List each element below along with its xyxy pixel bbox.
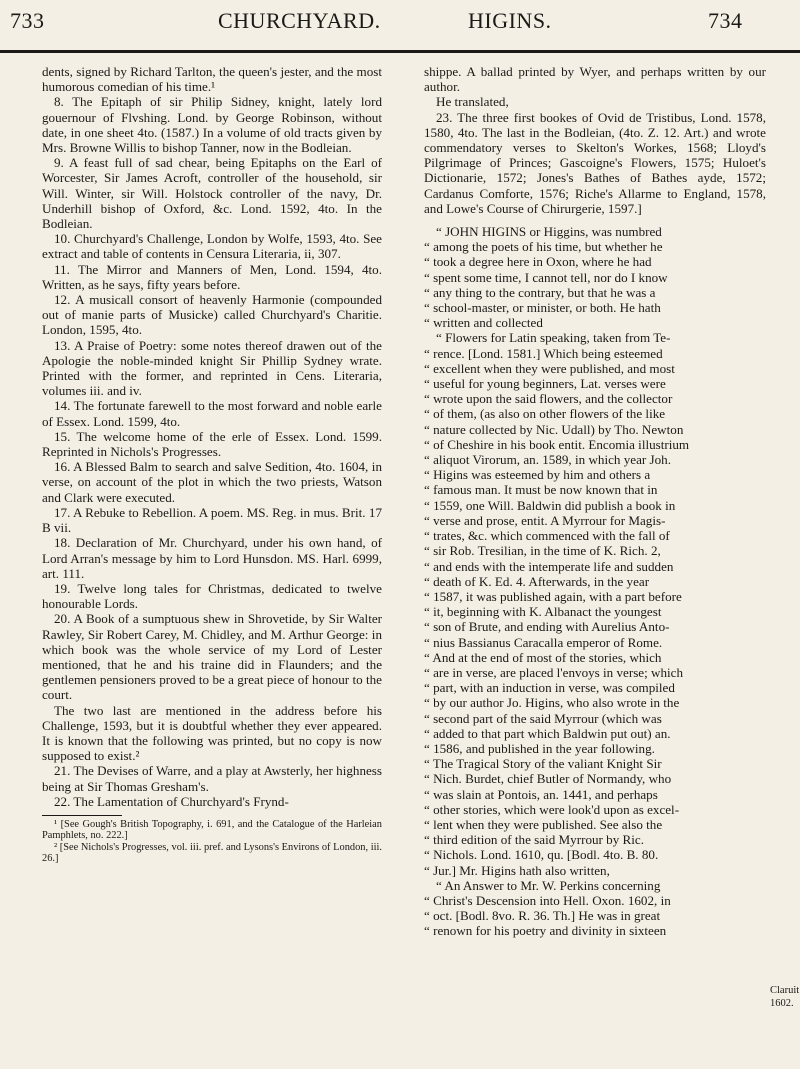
paragraph: 20. A Book of a sumptuous shew in Shrovetide, by Sir Walter Rawley, Sir Robert Carey, M. Chidley, and M. Arthur George: in which book was the whole service of my Lord of Lester mentioned, that he and his traine did in Flaunders; and the gentlemen pensioners proved to be a great piece of honour to the court.: [42, 611, 382, 703]
margin-note-line: Claruit: [770, 985, 800, 996]
paragraph: 15. The welcome home of the erle of Essex. Lond. 1599. Reprinted in Nichols's Progresses.: [42, 428, 382, 460]
quote-line: “ The Tragical Story of the valiant Knight Sir: [424, 756, 662, 772]
quote-line: “ written and collected: [424, 315, 543, 331]
quote-line: “ An Answer to Mr. W. Perkins concerning: [436, 877, 661, 893]
page-header: [0, 0, 800, 60]
paragraph: 12. A musicall consort of heavenly Harmonie (compounded out of manie parts of Musicke) called Churchyard's Charitie. London, 1595, 4to.: [42, 292, 382, 338]
quote-line: “ Higins was esteemed by him and others a: [424, 467, 651, 483]
paragraph: shippe. A ballad printed by Wyer, and perhaps written by our author.: [424, 64, 766, 95]
quote-line: “ third edition of the said Myrrour by Ric.: [424, 832, 645, 848]
paragraph: 21. The Devises of Warre, and a play at Awsterly, her highness being at Sir Thomas Gresham's.: [42, 763, 382, 794]
quote-line: “ oct. [Bodl. 8vo. R. 36. Th.] He was in great: [424, 908, 661, 924]
quote-line: “ other stories, which were look'd upon as excel-: [424, 801, 680, 817]
paragraph: He translated,: [436, 94, 509, 110]
paragraph: 22. The Lamentation of Churchyard's Frynd-: [54, 793, 289, 809]
left-page-number: 733: [10, 8, 45, 33]
quote-line: “ wrote upon the said flowers, and the collector: [424, 391, 673, 407]
quote-line: “ of them, (as also on other flowers of the like: [424, 406, 666, 422]
footnote: ¹ [See Gough's British Topography, i. 691, and the Catalogue of the Harleian Pamphlets, no. 222.]: [42, 818, 382, 842]
quote-line: “ death of K. Ed. 4. Afterwards, in the year: [424, 573, 650, 589]
quote-line: “ lent when they were published. See also the: [424, 816, 663, 832]
footnote: ² [See Nichols's Progresses, vol. iii. pref. and Lysons's Environs of London, iii. 26.]: [42, 841, 382, 865]
quote-line: “ useful for young beginners, Lat. verses were: [424, 376, 666, 392]
quote-line: “ Flowers for Latin speaking, taken from Te-: [436, 330, 671, 346]
quote-line: “ And at the end of most of the stories, which: [424, 649, 662, 665]
quote-line: “ JOHN HIGINS or Higgins, was numbred: [436, 224, 662, 240]
margin-note: [770, 984, 800, 1010]
quote-line: “ nature collected by Nic. Udall) by Tho. Newton: [424, 421, 684, 437]
paragraph: 13. A Praise of Poetry: some notes thereof drawen out of the Apologie the noble-minded knight Sir Phillip Sydney wrate. Printed with the former, and reprinted in Cens. Literaria, volumes iii. and iv.: [42, 337, 382, 399]
right-page-number: 734: [708, 8, 743, 33]
paragraph: 10. Churchyard's Challenge, London by Wolfe, 1593, 4to. See extract and table of contents in Censura Literaria, ii, 307.: [42, 231, 382, 262]
paragraph: 16. A Blessed Balm to search and salve Sedition, 4to. 1604, in verse, on account of the plot in which the two priests, Watson and Clark were executed.: [42, 459, 382, 505]
quote-line: “ and ends with the intemperate life and sudden: [424, 558, 674, 574]
quote-line: “ are in verse, are placed l'envoys in verse; which: [424, 664, 684, 680]
quote-line: “ aliquot Virorum, an. 1589, in which year Joh.: [424, 452, 671, 468]
paragraph: 11. The Mirror and Manners of Men, Lond. 1594, 4to. Written, as he says, fifty years before.: [42, 261, 382, 292]
quote-line: “ excellent when they were published, and most: [424, 360, 675, 376]
quote-line: “ added to that part which Baldwin put out) an.: [424, 725, 671, 741]
right-running-title: HIGINS.: [468, 8, 552, 33]
paragraph: dents, signed by Richard Tarlton, the queen's jester, and the most humorous comedian of his time.¹: [42, 64, 382, 95]
paragraph: 9. A feast full of sad chear, being Epitaphs on the Earl of Worcester, Sir James Acroft, controller of the household, sir Will. Winter, sir Will. Holstock controller of the navy, Dr. Underhill bishop of Oxford, &c. Lond. 1592, 4to. In the Bodleian.: [42, 155, 382, 232]
paragraph: 23. The three first bookes of Ovid de Tristibus, Lond. 1578, 1580, 4to. The last in the Bodleian, (4to. Z. 12. Art.) and wrote commendatory verses to Skelton's Workes, 1568; Lloyd's Pilgrimage of Princes; Gascoigne's Flowers, 1575; Huloet's Dictionarie, 1572; Jones's Bathes of Bathes ayde, 1572; Cardanus Comforte, 1576; Riche's Allarme to England, 1578, and Lowe's Course of Chirurgerie, 1597.]: [424, 109, 766, 216]
quote-line: “ among the poets of his time, but whether he: [424, 239, 663, 255]
paragraph: 17. A Rebuke to Rebellion. A poem. MS. Reg. in mus. Brit. 17 B vii.: [42, 504, 382, 536]
quote-line: “ sir Rob. Tresilian, in the time of K. Rich. 2,: [424, 543, 661, 559]
quote-line: “ renown for his poetry and divinity in sixteen: [424, 923, 667, 939]
quote-line: “ it, beginning with K. Albanact the youngest: [424, 604, 662, 620]
quote-line: “ of Cheshire in his book entit. Encomia illustrium: [424, 436, 690, 452]
quote-line: “ trates, &c. which commenced with the fall of: [424, 528, 670, 544]
quote-line: “ son of Brute, and ending with Aurelius Anto-: [424, 619, 670, 635]
quote-line: “ was slain at Pontois, an. 1441, and perhaps: [424, 786, 658, 802]
quote-line: “ any thing to the contrary, but that he was a: [424, 284, 656, 300]
header-rule: [0, 50, 800, 53]
quote-line: “ part, with an induction in verse, was compiled: [424, 680, 675, 696]
quote-line: “ famous man. It must be now known that in: [424, 482, 658, 498]
right-column: [424, 64, 766, 939]
paragraph: 19. Twelve long tales for Christmas, dedicated to twelve honourable Lords.: [42, 580, 382, 612]
left-column: [42, 64, 382, 865]
quote-line: “ spent some time, I cannot tell, nor do I know: [424, 269, 668, 285]
left-running-title: CHURCHYARD.: [218, 8, 381, 33]
quote-line: “ took a degree here in Oxon, where he had: [424, 254, 652, 270]
quote-line: “ Christ's Descension into Hell. Oxon. 1602, in: [424, 892, 671, 908]
quote-line: “ 1586, and published in the year following.: [424, 740, 655, 756]
paragraph: 8. The Epitaph of sir Philip Sidney, knight, lately lord gouernour of Flvshing. Lond. by George Robinson, without date, in one sheet 4to. (1587.) In a volume of old tracts given by Mrs. Browne Willis to bishop Tanner, now in the Bodleian.: [42, 94, 382, 156]
quote-line: “ 1559, one Will. Baldwin did publish a book in: [424, 497, 676, 513]
quote-line: “ Nichols. Lond. 1610, qu. [Bodl. 4to. B. 80.: [424, 847, 659, 863]
quote-line: “ Nich. Burdet, chief Butler of Normandy, who: [424, 771, 672, 787]
wood-quotation: [424, 224, 766, 939]
quote-line: “ nius Bassianus Caracalla emperor of Rome.: [424, 634, 663, 650]
paragraph: 14. The fortunate farewell to the most forward and noble earle of Essex. Lond. 1599, 4to.: [42, 398, 382, 429]
quote-line: “ by our author Jo. Higins, who also wrote in the: [424, 695, 680, 711]
quote-line: “ 1587, it was published again, with a part before: [424, 588, 682, 604]
quote-line: “ rence. [Lond. 1581.] Which being esteemed: [424, 345, 663, 361]
margin-note-line: 1602.: [770, 998, 794, 1009]
paragraph: The two last are mentioned in the address before his Challenge, 1593, but it is doubtful whether they ever appeared. It is known that the following was printed, but no copy is now supposed to exist.²: [42, 702, 382, 764]
quote-line: “ school-master, or minister, or both. He hath: [424, 300, 661, 316]
quote-line: “ Jur.] Mr. Higins hath also written,: [424, 862, 610, 878]
quote-line: “ verse and prose, entit. A Myrrour for Magis-: [424, 512, 666, 528]
footnote-rule: [42, 815, 122, 816]
quote-line: “ second part of the said Myrrour (which was: [424, 710, 662, 726]
paragraph: 18. Declaration of Mr. Churchyard, under his own hand, of Lord Arran's message by him to Lord Hunsdon. MS. Harl. 6999, art. 111.: [42, 535, 382, 581]
